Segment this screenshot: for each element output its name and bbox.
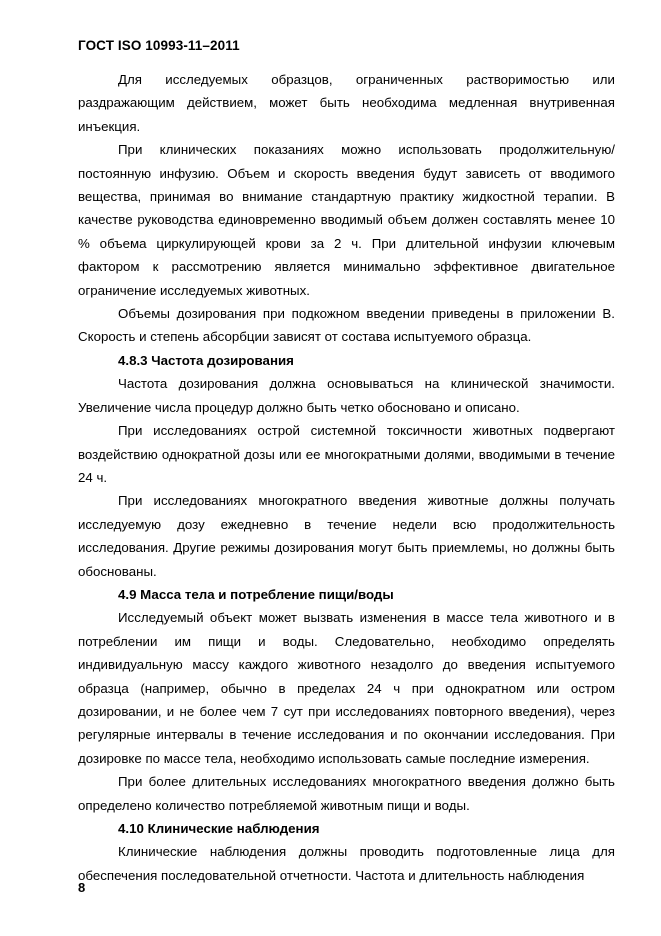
section-heading: 4.10 Клинические наблюдения bbox=[118, 821, 320, 836]
document-body bbox=[78, 68, 615, 887]
paragraph: При исследованиях острой системной токсичности животных подвергают воздействию однократной дозы или ее многократными долями, вводимыми в течение 24 ч. bbox=[78, 423, 615, 485]
paragraph: При клинических показаниях можно использовать продолжительную/постоянную инфузию. Объем и скорость введения будут зависеть от вводимого вещества, принимая во внимание стандартную практику жидкостной терапии. В качестве руководства единовременно вводимый объем должен составлять менее 10 % объема циркулирующей крови за 2 ч. При длительной инфузии ключевым фактором к рассмотрению является минимально эффективное двигательное ограничение исследуемых животных. bbox=[78, 142, 615, 298]
paragraph: Клинические наблюдения должны проводить подготовленные лица для обеспечения последовательной отчетности. Частота и длительность наблюдения bbox=[78, 844, 615, 883]
paragraph: Исследуемый объект может вызвать изменения в массе тела животного и в потреблении им пищи и воды. Следовательно, необходимо определять индивидуальную массу каждого животного незадолго до введения испытуемого образца (например, обычно в пределах 24 ч при однократном или остром дозировании, и не более чем 7 сут при исследованиях повторного введения), через регулярные интервалы в течение исследования и по окончании исследования. При дозировке по массе тела, необходимо использовать самые последние измерения. bbox=[78, 610, 615, 766]
paragraph: Для исследуемых образцов, ограниченных растворимостью или раздражающим действием, может быть необходима медленная внутривенная инъекция. bbox=[78, 72, 615, 134]
document-header: ГОСТ ISO 10993-11–2011 bbox=[78, 38, 240, 53]
section-heading: 4.9 Масса тела и потребление пищи/воды bbox=[118, 586, 394, 602]
paragraph: Объемы дозирования при подкожном введении приведены в приложении В. Скорость и степень абсорбции зависят от состава испытуемого образца. bbox=[78, 306, 615, 345]
page-number: 8 bbox=[78, 880, 86, 895]
section-heading: 4.8.3 Частота дозирования bbox=[118, 352, 294, 368]
paragraph: Частота дозирования должна основываться на клинической значимости. Увеличение числа процедур должно быть четко обосновано и описано. bbox=[78, 376, 615, 415]
paragraph: При исследованиях многократного введения животные должны получать исследуемую дозу ежедневно в течение недели всю продолжительность исследования. Другие режимы дозирования могут быть приемлемы, но должны быть обоснованы. bbox=[78, 493, 615, 579]
paragraph: При более длительных исследованиях многократного введения должно быть определено количество потребляемой животным пищи и воды. bbox=[78, 774, 615, 813]
